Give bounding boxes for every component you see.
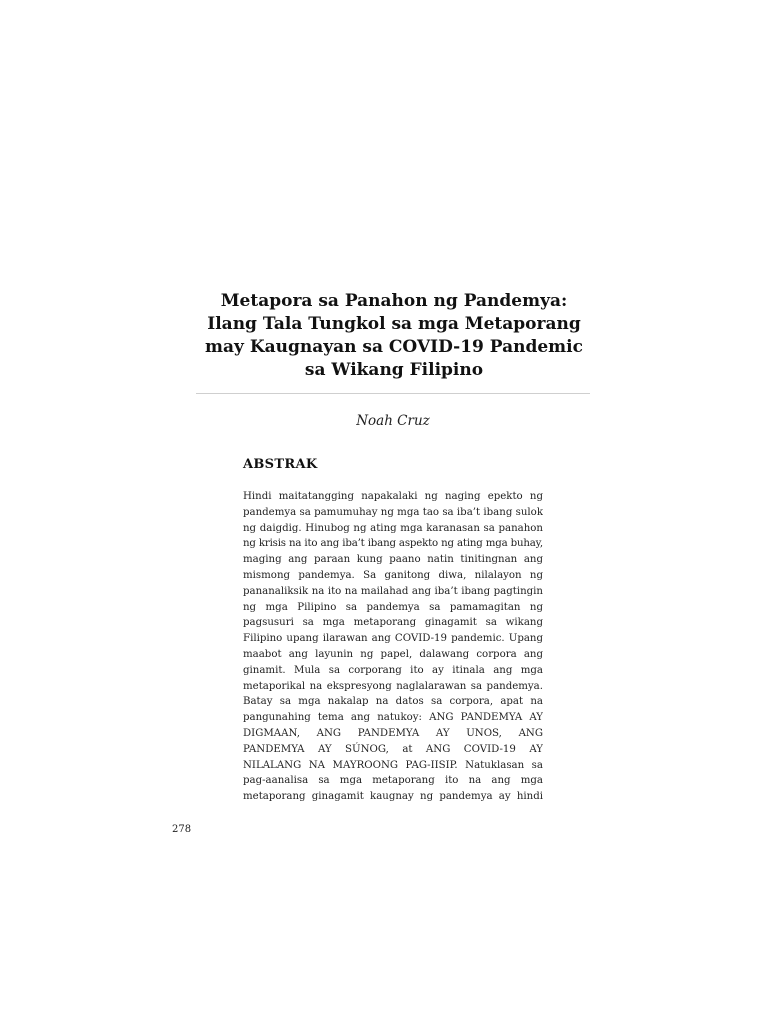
abstract-line: Filipino upang ilarawan ang COVID-19 pandemic. Upang [243, 633, 543, 645]
page-number: 278 [172, 824, 192, 835]
abstract-line: pananaliksik na ito na mailahad ang iba’t ibang pagtingin [243, 585, 543, 597]
abstract-line: Batay sa mga nakalap na datos sa corpora, apat na [243, 696, 543, 708]
abstract-line: NILALANG NA MAYROONG PAG-IISIP. Natuklasan sa [243, 759, 543, 771]
abstract-line: ng krisis na ito ang iba’t ibang aspekto ng ating mga buhay, [243, 538, 543, 550]
title-line: sa Wikang Filipino [304, 360, 484, 380]
abstract-heading: ABSTRAK [243, 457, 318, 472]
abstract-line: pag-aanalisa sa mga metaporang ito na ang mga [243, 775, 543, 787]
abstract-line: metaporang ginagamit kaugnay ng pandemya ay hindi [243, 791, 543, 803]
abstract-line: ng mga Pilipino sa pandemya sa pamamagitan ng [243, 601, 543, 613]
author-name: Noah Cruz [356, 413, 430, 429]
article-title [180, 290, 608, 382]
abstract-line: pandemya sa pamumuhay ng mga tao sa iba’t ibang sulok [243, 506, 543, 518]
abstract-line: DIGMAAN, ANG PANDEMYA AY UNOS, ANG [243, 727, 543, 739]
abstract-line: maabot ang layunin ng papel, dalawang corpora ang [243, 648, 543, 660]
title-line: Metapora sa Panahon ng Pandemya: [220, 291, 568, 311]
abstract-line: maging ang paraan kung paano natin tinitingnan ang [243, 554, 543, 566]
abstract-line: pangunahing tema ang natukoy: ANG PANDEMYA AY [243, 712, 543, 724]
abstract-line: mismong pandemya. Sa ganitong diwa, nilalayon ng [243, 569, 543, 581]
abstract-line: pagsusuri sa mga metaporang ginagamit sa wikang [243, 617, 543, 629]
abstract-line: ginamit. Mula sa corporang ito ay itinala ang mga [243, 664, 543, 676]
title-divider [196, 393, 590, 394]
abstract-line: PANDEMYA AY SÚNOG, at ANG COVID-19 AY [243, 743, 543, 755]
abstract-line: ng daigdig. Hinubog ng ating mga karanasan sa panahon [243, 522, 543, 534]
abstract-text [243, 489, 543, 805]
title-line: may Kaugnayan sa COVID-19 Pandemic [205, 337, 583, 357]
title-line: Ilang Tala Tungkol sa mga Metaporang [207, 314, 581, 334]
abstract-line: metaporikal na ekspresyong naglalarawan sa pandemya. [243, 680, 543, 692]
abstract-line: Hindi maitatangging napakalaki ng naging epekto ng [243, 491, 543, 502]
